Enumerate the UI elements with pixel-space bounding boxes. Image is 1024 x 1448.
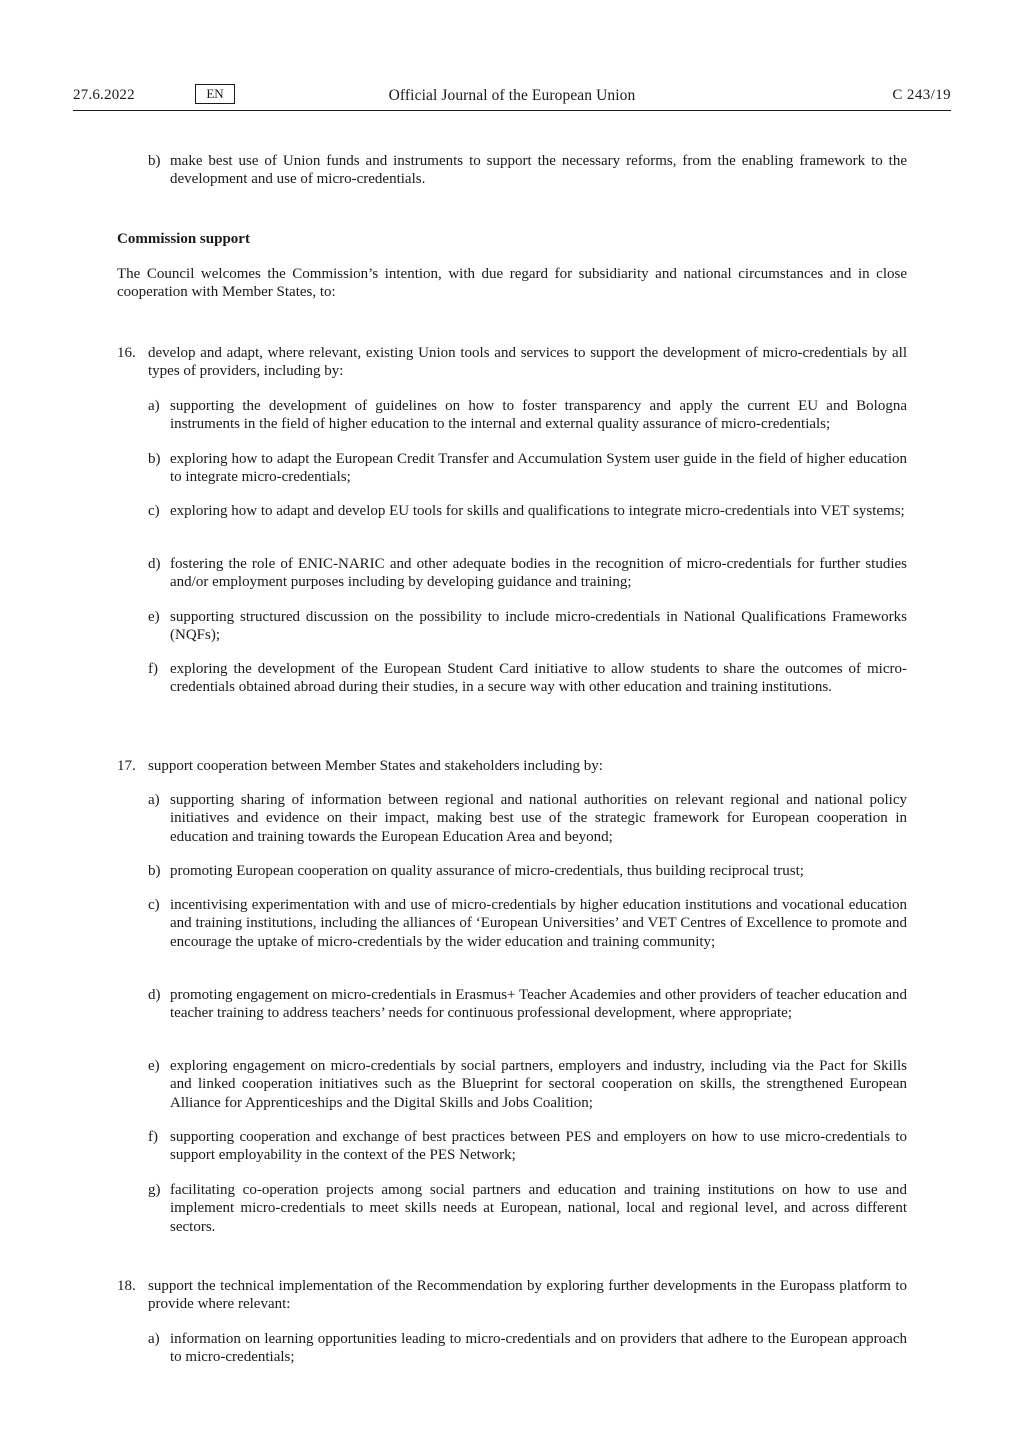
item-label: a) [148, 1331, 160, 1347]
list-item-text: exploring engagement on micro-credentials by social partners, employers and industry, including via the Pact for Skills and linked cooperation initiatives such as the Blueprint for sectoral cooperation on skills, the strengthened European Alliance for Apprenticeships and the Digital Skills and Jobs Coalition; [170, 1058, 907, 1111]
item-label: d) [148, 556, 161, 572]
item-label: b) [148, 153, 161, 169]
item-label: b) [148, 451, 161, 467]
paragraph-number: 18. [117, 1278, 136, 1294]
publication-date: 27.6.2022 [73, 87, 135, 103]
section-heading: Commission support [117, 231, 250, 247]
list-item-text: supporting the development of guidelines on how to foster transparency and apply the current EU and Bologna instruments in the field of higher education to the internal and external quality assurance of micro-credentials; [170, 398, 907, 433]
journal-title: Official Journal of the European Union [388, 87, 636, 104]
item-label: c) [148, 503, 160, 519]
item-label: f) [148, 1129, 158, 1145]
list-item-text: exploring how to adapt and develop EU tools for skills and qualifications to integrate micro-credentials into VET systems; [170, 503, 905, 519]
list-item-text: supporting structured discussion on the possibility to include micro-credentials in National Qualifications Frameworks (NQFs); [170, 609, 907, 644]
item-label: e) [148, 609, 160, 625]
item-label: g) [148, 1182, 161, 1198]
item-label: d) [148, 987, 161, 1003]
list-item-text: supporting sharing of information between regional and national authorities on relevant regional and national policy initiatives and evidence on their impact, making best use of the strategic framework for European cooperation in education and training towards the European Education Area and beyond; [170, 792, 907, 845]
paragraph-text: support cooperation between Member States and stakeholders including by: [148, 758, 603, 774]
list-item-text: exploring how to adapt the European Credit Transfer and Accumulation System user guide in the field of higher education to integrate micro-credentials; [170, 451, 907, 486]
paragraph-text: develop and adapt, where relevant, existing Union tools and services to support the development of micro-credentials by all types of providers, including by: [148, 345, 907, 380]
item-label: b) [148, 863, 161, 879]
paragraph-text: support the technical implementation of the Recommendation by exploring further developments in the Europass platform to provide where relevant: [148, 1278, 907, 1313]
paragraph-number: 17. [117, 758, 136, 774]
item-label: c) [148, 897, 160, 913]
list-item-text: promoting European cooperation on quality assurance of micro-credentials, thus building reciprocal trust; [170, 863, 804, 879]
item-label: a) [148, 792, 160, 808]
list-item-text: promoting engagement on micro-credentials in Erasmus+ Teacher Academies and other providers of teacher education and teacher training to address teachers’ needs for continuous professional development, where appropriate; [170, 987, 907, 1022]
paragraph-number: 16. [117, 345, 136, 361]
list-item-text: make best use of Union funds and instruments to support the necessary reforms, from the enabling framework to the development and use of micro-credentials. [170, 153, 907, 188]
list-item-text: fostering the role of ENIC-NARIC and other adequate bodies in the recognition of micro-credentials for further studies and/or employment purposes including by developing guidance and training; [170, 556, 907, 591]
language-badge: EN [195, 84, 235, 104]
item-label: a) [148, 398, 160, 414]
journal-reference: C 243/19 [892, 87, 951, 103]
item-label: e) [148, 1058, 160, 1074]
list-item-text: information on learning opportunities leading to micro-credentials and on providers that adhere to the European approach to micro-credentials; [170, 1331, 907, 1366]
item-label: f) [148, 661, 158, 677]
list-item-text: supporting cooperation and exchange of best practices between PES and employers on how to use micro-credentials to support employability in the context of the PES Network; [170, 1129, 907, 1164]
section-intro: The Council welcomes the Commission’s intention, with due regard for subsidiarity and national circumstances and in close cooperation with Member States, to: [117, 266, 907, 301]
list-item-text: exploring the development of the European Student Card initiative to allow students to share the outcomes of micro-credentials obtained abroad during their studies, in a secure way with other education and training institutions. [170, 661, 907, 696]
list-item-text: incentivising experimentation with and use of micro-credentials by higher education institutions and vocational education and training institutions, including the alliances of ‘European Universities’ and VET Centres of Excellence to promote and encourage the uptake of micro-credentials by the wider education and training community; [170, 897, 907, 950]
list-item-text: facilitating co-operation projects among social partners and education and training institutions on how to use and implement micro-credentials to meet skills needs at European, national, local and regional level, and across different sectors. [170, 1182, 907, 1235]
page-header [73, 84, 951, 111]
